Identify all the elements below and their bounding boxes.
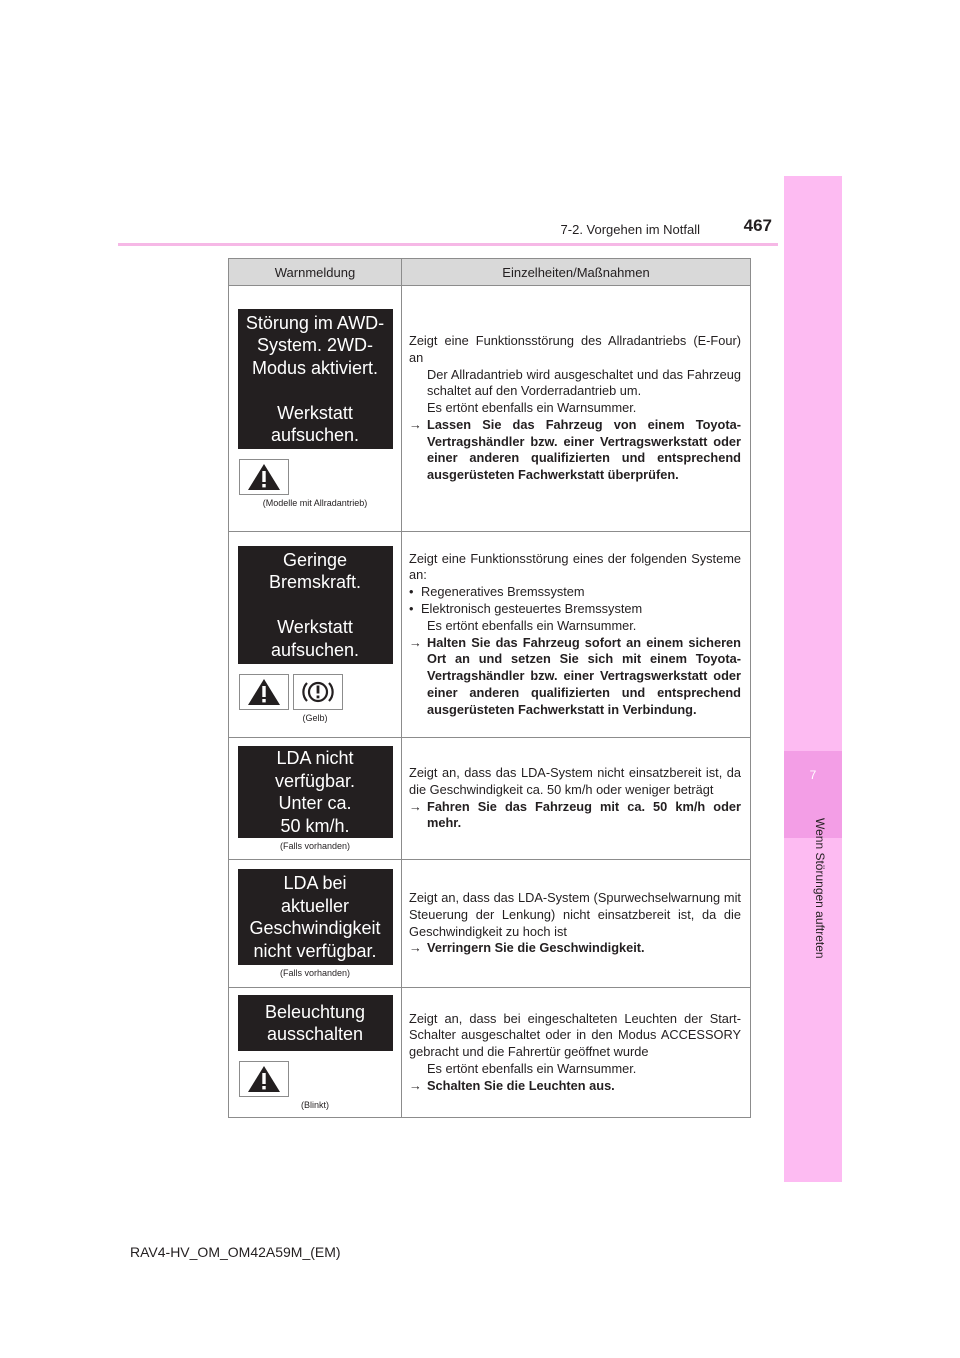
details-intro: Zeigt eine Funktionsstörung des Allradantriebs (E-Four) an — [409, 332, 741, 365]
details-intro: Zeigt an, dass das LDA-System nicht einsatzbereit ist, da die Geschwindigkeit ca. 50 km/h oder weniger beträgt — [409, 764, 741, 797]
details-note: Es ertönt ebenfalls ein Warnsummer. — [427, 1060, 637, 1076]
arrow-right-icon: → — [409, 940, 422, 956]
warning-triangle-icon — [239, 674, 289, 710]
column-header-warning: Warnmeldung — [229, 259, 402, 286]
section-title: 7-2. Vorgehen im Notfall — [560, 222, 700, 237]
details-cell — [402, 860, 751, 988]
details-action — [409, 1078, 741, 1095]
indicator-icons — [239, 1061, 401, 1097]
bullet-icon: • — [409, 584, 414, 600]
details-bullet-text: Elektronisch gesteuertes Bremssystem — [421, 600, 643, 616]
warning-message-cell — [229, 860, 402, 988]
chapter-side-tab — [784, 176, 842, 1182]
details-cell — [402, 988, 751, 1118]
details-intro: Zeigt eine Funktionsstörung eines der folgenden Systeme an: — [409, 550, 741, 583]
warning-caption: (Gelb) — [302, 713, 328, 723]
header-rule — [118, 243, 778, 246]
document-code: RAV4-HV_OM_OM42A59M_(EM) — [130, 1244, 341, 1260]
warning-caption: (Modelle mit Allradantrieb) — [262, 498, 368, 508]
details-action — [409, 417, 741, 484]
warning-caption: (Blinkt) — [300, 1100, 329, 1110]
page-number: 467 — [743, 216, 772, 235]
arrow-right-icon: → — [409, 634, 422, 650]
details-note: Der Allradantrieb wird ausgeschaltet und das Fahrzeug schaltet auf den Vorderradantrieb um. — [427, 366, 741, 399]
arrow-right-icon: → — [409, 798, 422, 814]
display-message — [238, 746, 393, 838]
details-action-text: Verringern Sie die Geschwindigkeit. — [427, 940, 645, 956]
details-bullet — [409, 601, 741, 618]
chapter-number: 7 — [809, 768, 817, 782]
details-note: Es ertönt ebenfalls ein Warnsummer. — [427, 400, 637, 416]
display-message — [238, 546, 393, 664]
bullet-icon: • — [409, 600, 414, 616]
table-row — [229, 532, 751, 738]
chapter-title: Wenn Störungen auftreten — [813, 818, 827, 959]
details-action-text: Fahren Sie das Fahrzeug mit ca. 50 km/h oder mehr. — [427, 798, 741, 831]
display-message-text: Geringe Bremskraft. Werkstatt aufsuchen. — [268, 549, 361, 660]
display-message — [238, 309, 393, 449]
arrow-right-icon: → — [409, 1077, 422, 1093]
warning-caption: (Falls vorhanden) — [279, 841, 351, 851]
details-action-text: Schalten Sie die Leuchten aus. — [427, 1077, 615, 1093]
details-bullet-text: Regeneratives Bremssystem — [421, 584, 585, 600]
details-bullet — [409, 584, 741, 601]
table-row — [229, 286, 751, 532]
warning-message-cell — [229, 988, 402, 1118]
details-intro: Zeigt an, dass bei eingeschalteten Leuchten der Start-Schalter ausgeschaltet oder in den Modus ACCESSORY gebracht und die Fahrertür geöffnet wurde — [409, 1010, 741, 1060]
display-message — [238, 995, 393, 1051]
details-action — [409, 799, 741, 833]
display-message-text: LDA nicht verfügbar. Unter ca. 50 km/h. — [274, 748, 356, 836]
warning-message-cell — [229, 738, 402, 860]
table-header-row — [229, 259, 751, 286]
table-row — [229, 988, 751, 1118]
details-action-text: Lassen Sie das Fahrzeug von einem Toyota-Vertragshändler bzw. einer Vertragswerkstatt oder einer anderen qualifizierten und entsprechend ausgerüsteten Fachwerkstatt überprüfen. — [427, 416, 741, 483]
warning-triangle-icon — [239, 459, 289, 495]
details-cell — [402, 286, 751, 532]
display-message-text: Störung im AWD- System. 2WD- Modus aktiviert. Werkstatt aufsuchen. — [245, 312, 385, 445]
brake-system-icon — [293, 674, 343, 710]
warning-message-cell — [229, 286, 402, 532]
display-message-text: LDA bei aktueller Geschwindigkeit nicht verfügbar. — [249, 873, 381, 961]
details-action — [409, 635, 741, 719]
details-action — [409, 940, 741, 957]
details-cell — [402, 738, 751, 860]
indicator-icons — [239, 674, 401, 710]
indicator-icons — [239, 459, 401, 495]
table-row — [229, 738, 751, 860]
details-intro: Zeigt an, dass das LDA-System (Spurwechselwarnung mit Steuerung der Lenkung) nicht einsatzbereit ist, da die Geschwindigkeit zu hoch ist — [409, 889, 741, 939]
column-header-details: Einzelheiten/Maßnahmen — [402, 259, 751, 286]
display-message — [238, 869, 393, 965]
warning-table — [228, 258, 751, 1118]
details-cell — [402, 532, 751, 738]
table-row — [229, 860, 751, 988]
arrow-right-icon: → — [409, 416, 422, 432]
details-action-text: Halten Sie das Fahrzeug sofort an einem sicheren Ort an und setzen Sie sich mit einem Toyota-Vertragshändler bzw. einer Vertragswerkstatt oder einer anderen qualifizierten und entsprechend ausgerüsteten Fachwerkstatt in Verbindung. — [427, 634, 741, 717]
warning-caption: (Falls vorhanden) — [279, 968, 351, 978]
display-message-text: Beleuchtung ausschalten — [264, 1001, 366, 1044]
details-note: Es ertönt ebenfalls ein Warnsummer. — [427, 617, 637, 633]
warning-triangle-icon — [239, 1061, 289, 1097]
warning-message-cell — [229, 532, 402, 738]
